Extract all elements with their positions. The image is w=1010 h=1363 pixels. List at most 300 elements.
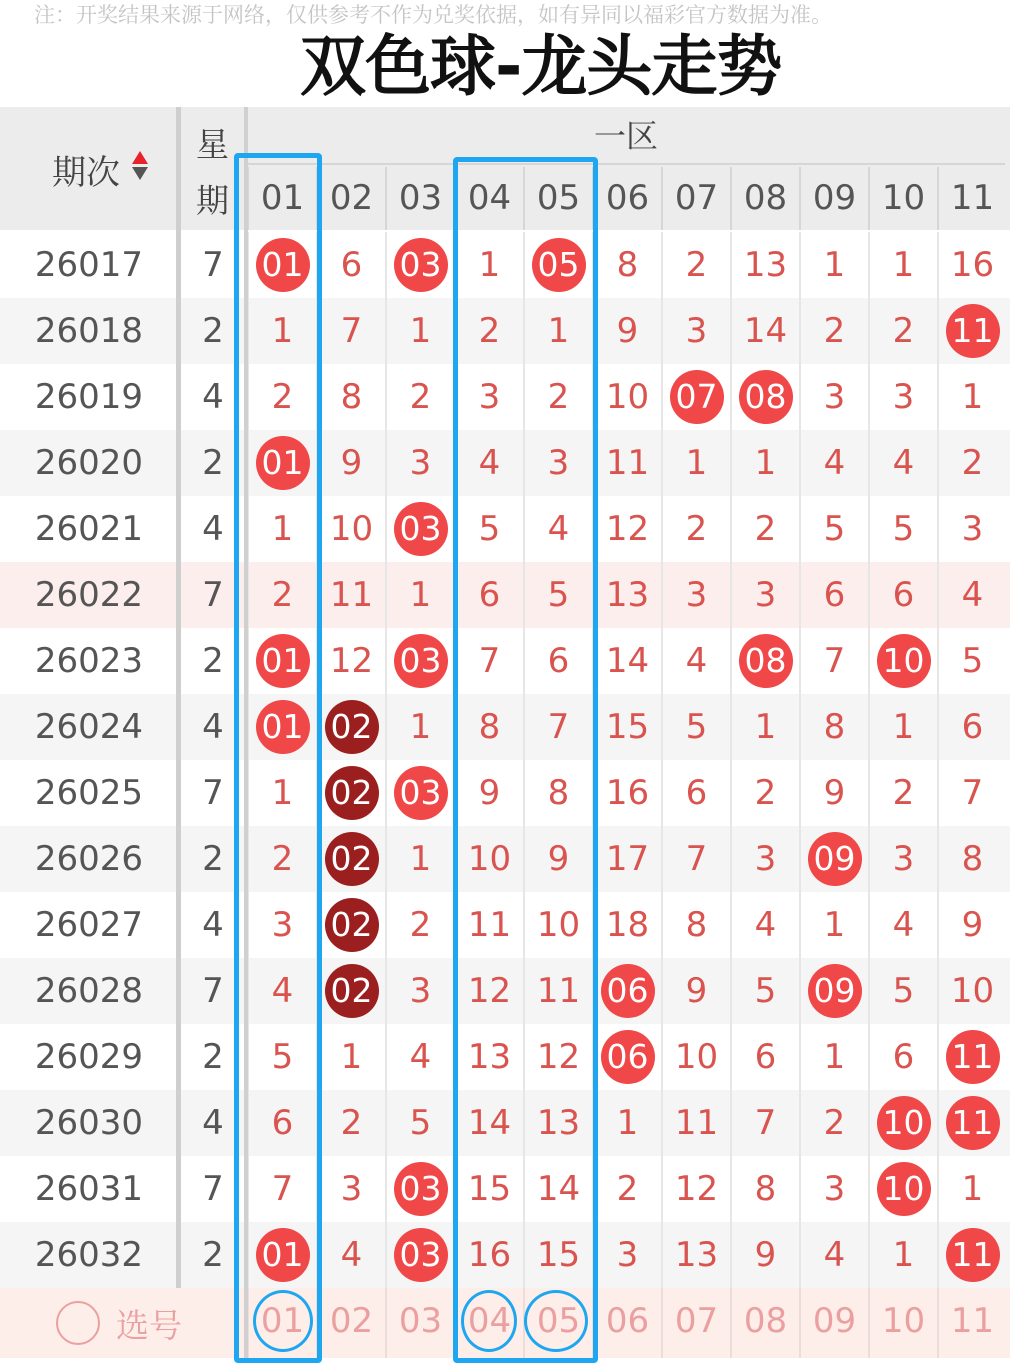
drawn-ball-cell bbox=[937, 1024, 1006, 1090]
issue-number: 26032 bbox=[34, 1235, 144, 1275]
issue-number: 26021 bbox=[34, 509, 144, 549]
omission-cell bbox=[385, 826, 454, 892]
weekday: 2 bbox=[202, 1235, 224, 1275]
select-number-03[interactable]: 03 bbox=[385, 1288, 454, 1358]
omission-cell bbox=[799, 1156, 868, 1222]
omission-count: 4 bbox=[340, 1235, 363, 1275]
omission-count: 3 bbox=[616, 1235, 639, 1275]
omission-count: 5 bbox=[961, 641, 984, 681]
omission-count: 9 bbox=[478, 773, 501, 813]
omission-count: 7 bbox=[478, 641, 501, 681]
drawn-ball: 02 bbox=[325, 898, 379, 952]
omission-cell bbox=[799, 232, 868, 298]
omission-count: 14 bbox=[743, 311, 788, 351]
omission-count: 2 bbox=[547, 377, 570, 417]
weekday: 2 bbox=[202, 839, 224, 879]
select-number-02[interactable]: 02 bbox=[316, 1288, 385, 1358]
drawn-ball-cell bbox=[316, 892, 385, 958]
drawn-ball-cell bbox=[592, 1024, 661, 1090]
drawn-ball-cell bbox=[592, 958, 661, 1024]
drawn-ball: 09 bbox=[808, 964, 862, 1018]
number-header-06: 06 bbox=[592, 167, 661, 230]
omission-cell bbox=[661, 826, 730, 892]
omission-count: 8 bbox=[478, 707, 501, 747]
omission-count: 3 bbox=[478, 377, 501, 417]
omission-count: 5 bbox=[892, 509, 915, 549]
omission-count: 1 bbox=[409, 839, 432, 879]
omission-cell bbox=[661, 958, 730, 1024]
omission-cell bbox=[316, 364, 385, 430]
omission-cell bbox=[385, 364, 454, 430]
select-number-06[interactable]: 06 bbox=[592, 1288, 661, 1358]
omission-count: 9 bbox=[616, 311, 639, 351]
issue-number: 26031 bbox=[34, 1169, 144, 1209]
omission-count: 3 bbox=[892, 839, 915, 879]
drawn-ball: 05 bbox=[532, 238, 586, 292]
omission-count: 4 bbox=[478, 443, 501, 483]
select-number-11[interactable]: 11 bbox=[937, 1288, 1006, 1358]
omission-count: 6 bbox=[961, 707, 984, 747]
omission-count: 2 bbox=[409, 377, 432, 417]
zone-header: 一区 bbox=[247, 107, 1005, 165]
omission-count: 8 bbox=[340, 377, 363, 417]
omission-count: 6 bbox=[823, 575, 846, 615]
omission-cell bbox=[937, 958, 1006, 1024]
omission-cell bbox=[661, 1090, 730, 1156]
omission-cell bbox=[592, 298, 661, 364]
drawn-ball-cell bbox=[316, 760, 385, 826]
omission-cell bbox=[316, 562, 385, 628]
omission-count: 5 bbox=[478, 509, 501, 549]
drawn-ball-cell bbox=[868, 628, 937, 694]
issue-column-header[interactable]: 期次 bbox=[52, 153, 120, 193]
drawn-ball: 11 bbox=[946, 1030, 1000, 1084]
omission-cell bbox=[592, 1090, 661, 1156]
omission-cell bbox=[730, 430, 799, 496]
number-header-05: 05 bbox=[523, 167, 592, 230]
omission-cell bbox=[868, 1222, 937, 1288]
number-header-02: 02 bbox=[316, 167, 385, 230]
drawn-ball-cell bbox=[385, 1156, 454, 1222]
highlight-ring-05 bbox=[524, 1290, 588, 1352]
drawn-ball-cell bbox=[937, 298, 1006, 364]
omission-count: 6 bbox=[340, 245, 363, 285]
omission-count: 4 bbox=[685, 641, 708, 681]
omission-cell bbox=[316, 1222, 385, 1288]
omission-cell bbox=[592, 496, 661, 562]
omission-cell bbox=[868, 496, 937, 562]
omission-cell bbox=[937, 760, 1006, 826]
omission-cell bbox=[661, 496, 730, 562]
omission-count: 4 bbox=[892, 443, 915, 483]
drawn-ball: 01 bbox=[256, 436, 310, 490]
drawn-ball: 01 bbox=[256, 1228, 310, 1282]
omission-count: 5 bbox=[409, 1103, 432, 1143]
drawn-ball-cell bbox=[316, 694, 385, 760]
drawn-ball: 03 bbox=[394, 1162, 448, 1216]
omission-count: 8 bbox=[685, 905, 708, 945]
omission-count: 8 bbox=[547, 773, 570, 813]
omission-count: 3 bbox=[409, 443, 432, 483]
omission-count: 1 bbox=[823, 245, 846, 285]
omission-count: 2 bbox=[616, 1169, 639, 1209]
omission-count: 6 bbox=[754, 1037, 777, 1077]
omission-cell bbox=[937, 694, 1006, 760]
omission-cell bbox=[385, 1024, 454, 1090]
drawn-ball-cell bbox=[730, 628, 799, 694]
omission-cell bbox=[385, 298, 454, 364]
omission-count: 3 bbox=[892, 377, 915, 417]
omission-cell bbox=[385, 562, 454, 628]
omission-cell bbox=[799, 1222, 868, 1288]
omission-count: 1 bbox=[478, 245, 501, 285]
omission-count: 16 bbox=[950, 245, 995, 285]
issue-number: 26018 bbox=[34, 311, 144, 351]
omission-cell bbox=[937, 232, 1006, 298]
omission-cell bbox=[316, 298, 385, 364]
omission-count: 4 bbox=[271, 971, 294, 1011]
omission-count: 12 bbox=[467, 971, 512, 1011]
omission-cell bbox=[730, 232, 799, 298]
omission-count: 1 bbox=[616, 1103, 639, 1143]
omission-count: 5 bbox=[892, 971, 915, 1011]
omission-count: 6 bbox=[478, 575, 501, 615]
omission-count: 8 bbox=[823, 707, 846, 747]
page-title: 双色球-龙头走势 bbox=[300, 28, 782, 105]
omission-count: 2 bbox=[271, 575, 294, 615]
omission-count: 2 bbox=[961, 443, 984, 483]
omission-cell bbox=[316, 1156, 385, 1222]
omission-cell bbox=[799, 430, 868, 496]
omission-count: 3 bbox=[409, 971, 432, 1011]
drawn-ball: 03 bbox=[394, 238, 448, 292]
omission-cell bbox=[661, 298, 730, 364]
omission-count: 1 bbox=[340, 1037, 363, 1077]
omission-count: 6 bbox=[892, 575, 915, 615]
omission-cell bbox=[592, 232, 661, 298]
omission-count: 3 bbox=[340, 1169, 363, 1209]
omission-count: 16 bbox=[605, 773, 650, 813]
omission-cell bbox=[937, 826, 1006, 892]
drawn-ball: 06 bbox=[601, 964, 655, 1018]
weekday: 7 bbox=[202, 245, 224, 285]
omission-cell bbox=[730, 826, 799, 892]
issue-number: 26026 bbox=[34, 839, 144, 879]
omission-cell bbox=[385, 892, 454, 958]
omission-count: 1 bbox=[892, 707, 915, 747]
omission-cell bbox=[868, 958, 937, 1024]
omission-cell bbox=[868, 1024, 937, 1090]
weekday: 4 bbox=[202, 509, 224, 549]
omission-cell bbox=[592, 760, 661, 826]
drawn-ball: 02 bbox=[325, 766, 379, 820]
drawn-ball-cell bbox=[937, 1222, 1006, 1288]
drawn-ball: 09 bbox=[808, 832, 862, 886]
omission-cell bbox=[799, 496, 868, 562]
omission-count: 12 bbox=[536, 1037, 581, 1077]
drawn-ball-cell bbox=[385, 760, 454, 826]
omission-cell bbox=[661, 1222, 730, 1288]
omission-cell bbox=[730, 298, 799, 364]
omission-count: 6 bbox=[685, 773, 708, 813]
omission-cell bbox=[385, 1090, 454, 1156]
omission-count: 5 bbox=[823, 509, 846, 549]
omission-count: 1 bbox=[892, 1235, 915, 1275]
omission-count: 6 bbox=[547, 641, 570, 681]
number-header-11: 11 bbox=[937, 167, 1006, 230]
sort-icon[interactable] bbox=[132, 151, 148, 185]
omission-cell bbox=[868, 760, 937, 826]
drawn-ball: 03 bbox=[394, 766, 448, 820]
omission-cell bbox=[592, 628, 661, 694]
omission-count: 7 bbox=[961, 773, 984, 813]
omission-count: 4 bbox=[754, 905, 777, 945]
omission-count: 5 bbox=[271, 1037, 294, 1077]
drawn-ball: 10 bbox=[877, 1162, 931, 1216]
weekday: 2 bbox=[202, 311, 224, 351]
weekday: 4 bbox=[202, 905, 224, 945]
omission-count: 1 bbox=[961, 377, 984, 417]
drawn-ball-cell bbox=[799, 826, 868, 892]
drawn-ball: 02 bbox=[325, 964, 379, 1018]
omission-cell bbox=[937, 1156, 1006, 1222]
number-header-07: 07 bbox=[661, 167, 730, 230]
select-number-04[interactable]: 04 bbox=[454, 1288, 523, 1358]
issue-number: 26027 bbox=[34, 905, 144, 945]
omission-count: 13 bbox=[743, 245, 788, 285]
omission-cell bbox=[592, 562, 661, 628]
drawn-ball-cell bbox=[799, 958, 868, 1024]
omission-cell bbox=[730, 694, 799, 760]
omission-count: 15 bbox=[536, 1235, 581, 1275]
omission-cell bbox=[385, 958, 454, 1024]
omission-count: 8 bbox=[616, 245, 639, 285]
weekday: 7 bbox=[202, 575, 224, 615]
omission-count: 7 bbox=[340, 311, 363, 351]
omission-cell bbox=[661, 628, 730, 694]
omission-count: 3 bbox=[823, 377, 846, 417]
omission-cell bbox=[385, 694, 454, 760]
omission-cell bbox=[316, 430, 385, 496]
select-number-10[interactable]: 10 bbox=[868, 1288, 937, 1358]
omission-cell bbox=[730, 958, 799, 1024]
omission-count: 5 bbox=[547, 575, 570, 615]
omission-cell bbox=[868, 364, 937, 430]
omission-count: 6 bbox=[271, 1103, 294, 1143]
omission-cell bbox=[868, 694, 937, 760]
issue-number: 26019 bbox=[34, 377, 144, 417]
omission-count: 3 bbox=[685, 311, 708, 351]
omission-count: 11 bbox=[605, 443, 650, 483]
omission-count: 2 bbox=[823, 1103, 846, 1143]
omission-count: 8 bbox=[961, 839, 984, 879]
omission-count: 2 bbox=[271, 377, 294, 417]
omission-count: 2 bbox=[478, 311, 501, 351]
omission-cell bbox=[937, 892, 1006, 958]
omission-count: 11 bbox=[467, 905, 512, 945]
omission-cell bbox=[661, 430, 730, 496]
drawn-ball-cell bbox=[316, 958, 385, 1024]
omission-count: 5 bbox=[685, 707, 708, 747]
drawn-ball-cell bbox=[316, 826, 385, 892]
weekday: 2 bbox=[202, 641, 224, 681]
omission-count: 11 bbox=[329, 575, 374, 615]
omission-count: 2 bbox=[271, 839, 294, 879]
omission-count: 15 bbox=[467, 1169, 512, 1209]
omission-count: 10 bbox=[329, 509, 374, 549]
drawn-ball: 07 bbox=[670, 370, 724, 424]
omission-count: 4 bbox=[823, 443, 846, 483]
omission-cell bbox=[799, 1090, 868, 1156]
omission-count: 9 bbox=[961, 905, 984, 945]
omission-count: 9 bbox=[754, 1235, 777, 1275]
omission-cell bbox=[730, 760, 799, 826]
omission-cell bbox=[868, 562, 937, 628]
select-number-label[interactable]: 选号 bbox=[116, 1306, 182, 1345]
issue-number: 26028 bbox=[34, 971, 144, 1011]
omission-count: 16 bbox=[467, 1235, 512, 1275]
omission-count: 3 bbox=[271, 905, 294, 945]
omission-cell bbox=[799, 1024, 868, 1090]
omission-cell bbox=[592, 694, 661, 760]
omission-count: 1 bbox=[685, 443, 708, 483]
omission-count: 10 bbox=[950, 971, 995, 1011]
highlight-ring-01 bbox=[253, 1290, 313, 1352]
omission-count: 1 bbox=[547, 311, 570, 351]
drawn-ball-cell bbox=[937, 1090, 1006, 1156]
omission-count: 7 bbox=[754, 1103, 777, 1143]
weekday: 7 bbox=[202, 971, 224, 1011]
omission-count: 15 bbox=[605, 707, 650, 747]
select-number-09[interactable]: 09 bbox=[799, 1288, 868, 1358]
number-header-09: 09 bbox=[799, 167, 868, 230]
omission-count: 4 bbox=[547, 509, 570, 549]
issue-number: 26029 bbox=[34, 1037, 144, 1077]
omission-cell bbox=[799, 760, 868, 826]
omission-cell bbox=[661, 232, 730, 298]
omission-cell bbox=[730, 1090, 799, 1156]
omission-count: 7 bbox=[547, 707, 570, 747]
omission-cell bbox=[799, 364, 868, 430]
omission-count: 2 bbox=[823, 311, 846, 351]
drawn-ball: 03 bbox=[394, 502, 448, 556]
omission-count: 7 bbox=[685, 839, 708, 879]
drawn-ball-cell bbox=[385, 1222, 454, 1288]
highlight-ring-04 bbox=[461, 1290, 517, 1352]
omission-count: 9 bbox=[823, 773, 846, 813]
omission-count: 5 bbox=[754, 971, 777, 1011]
drawn-ball: 06 bbox=[601, 1030, 655, 1084]
omission-cell bbox=[592, 826, 661, 892]
omission-cell bbox=[592, 430, 661, 496]
omission-cell bbox=[592, 892, 661, 958]
omission-count: 6 bbox=[892, 1037, 915, 1077]
omission-cell bbox=[799, 298, 868, 364]
omission-cell bbox=[316, 628, 385, 694]
omission-cell bbox=[385, 430, 454, 496]
omission-count: 9 bbox=[547, 839, 570, 879]
omission-cell bbox=[730, 562, 799, 628]
omission-cell bbox=[868, 430, 937, 496]
omission-count: 9 bbox=[340, 443, 363, 483]
omission-count: 1 bbox=[961, 1169, 984, 1209]
omission-count: 2 bbox=[340, 1103, 363, 1143]
omission-cell bbox=[937, 496, 1006, 562]
omission-count: 12 bbox=[674, 1169, 719, 1209]
drawn-ball: 08 bbox=[739, 370, 793, 424]
omission-count: 4 bbox=[823, 1235, 846, 1275]
drawn-ball: 11 bbox=[946, 1228, 1000, 1282]
drawn-ball: 11 bbox=[946, 304, 1000, 358]
issue-number: 26017 bbox=[34, 245, 144, 285]
omission-cell bbox=[661, 892, 730, 958]
omission-cell bbox=[592, 1156, 661, 1222]
weekday: 2 bbox=[202, 1037, 224, 1077]
select-number-05[interactable]: 05 bbox=[523, 1288, 592, 1358]
issue-number: 26024 bbox=[34, 707, 144, 747]
number-header-04: 04 bbox=[454, 167, 523, 230]
omission-count: 13 bbox=[605, 575, 650, 615]
drawn-ball: 11 bbox=[946, 1096, 1000, 1150]
omission-count: 2 bbox=[754, 773, 777, 813]
weekday: 7 bbox=[202, 773, 224, 813]
omission-count: 3 bbox=[685, 575, 708, 615]
select-number-01[interactable]: 01 bbox=[247, 1288, 316, 1358]
omission-count: 1 bbox=[409, 311, 432, 351]
omission-cell bbox=[661, 1024, 730, 1090]
select-number-07[interactable]: 07 bbox=[661, 1288, 730, 1358]
omission-cell bbox=[868, 826, 937, 892]
highlight-box-col-01 bbox=[234, 153, 322, 1363]
drawn-ball-cell bbox=[385, 232, 454, 298]
omission-cell bbox=[937, 430, 1006, 496]
omission-cell bbox=[316, 232, 385, 298]
omission-count: 7 bbox=[271, 1169, 294, 1209]
select-radio-icon[interactable] bbox=[56, 1301, 100, 1345]
omission-count: 1 bbox=[892, 245, 915, 285]
omission-count: 1 bbox=[409, 575, 432, 615]
drawn-ball: 08 bbox=[739, 634, 793, 688]
weekday: 4 bbox=[202, 1103, 224, 1143]
omission-count: 4 bbox=[961, 575, 984, 615]
select-number-08[interactable]: 08 bbox=[730, 1288, 799, 1358]
number-header-08: 08 bbox=[730, 167, 799, 230]
omission-count: 12 bbox=[329, 641, 374, 681]
omission-count: 1 bbox=[271, 773, 294, 813]
weekday: 4 bbox=[202, 707, 224, 747]
weekday: 4 bbox=[202, 377, 224, 417]
omission-cell bbox=[730, 892, 799, 958]
disclaimer-note: 注：开奖结果来源于网络，仅供参考不作为兑奖依据，如有异同以福彩官方数据为准。 bbox=[34, 3, 832, 27]
omission-cell bbox=[937, 364, 1006, 430]
issue-number: 26022 bbox=[34, 575, 144, 615]
weekday: 2 bbox=[202, 443, 224, 483]
omission-count: 4 bbox=[409, 1037, 432, 1077]
drawn-ball: 02 bbox=[325, 832, 379, 886]
drawn-ball-cell bbox=[868, 1090, 937, 1156]
omission-count: 4 bbox=[892, 905, 915, 945]
number-header-03: 03 bbox=[385, 167, 454, 230]
omission-cell bbox=[661, 562, 730, 628]
omission-count: 1 bbox=[271, 509, 294, 549]
omission-count: 2 bbox=[685, 509, 708, 549]
omission-count: 13 bbox=[467, 1037, 512, 1077]
omission-cell bbox=[592, 1222, 661, 1288]
omission-cell bbox=[868, 892, 937, 958]
issue-number: 26023 bbox=[34, 641, 144, 681]
omission-count: 14 bbox=[536, 1169, 581, 1209]
number-header-10: 10 bbox=[868, 167, 937, 230]
